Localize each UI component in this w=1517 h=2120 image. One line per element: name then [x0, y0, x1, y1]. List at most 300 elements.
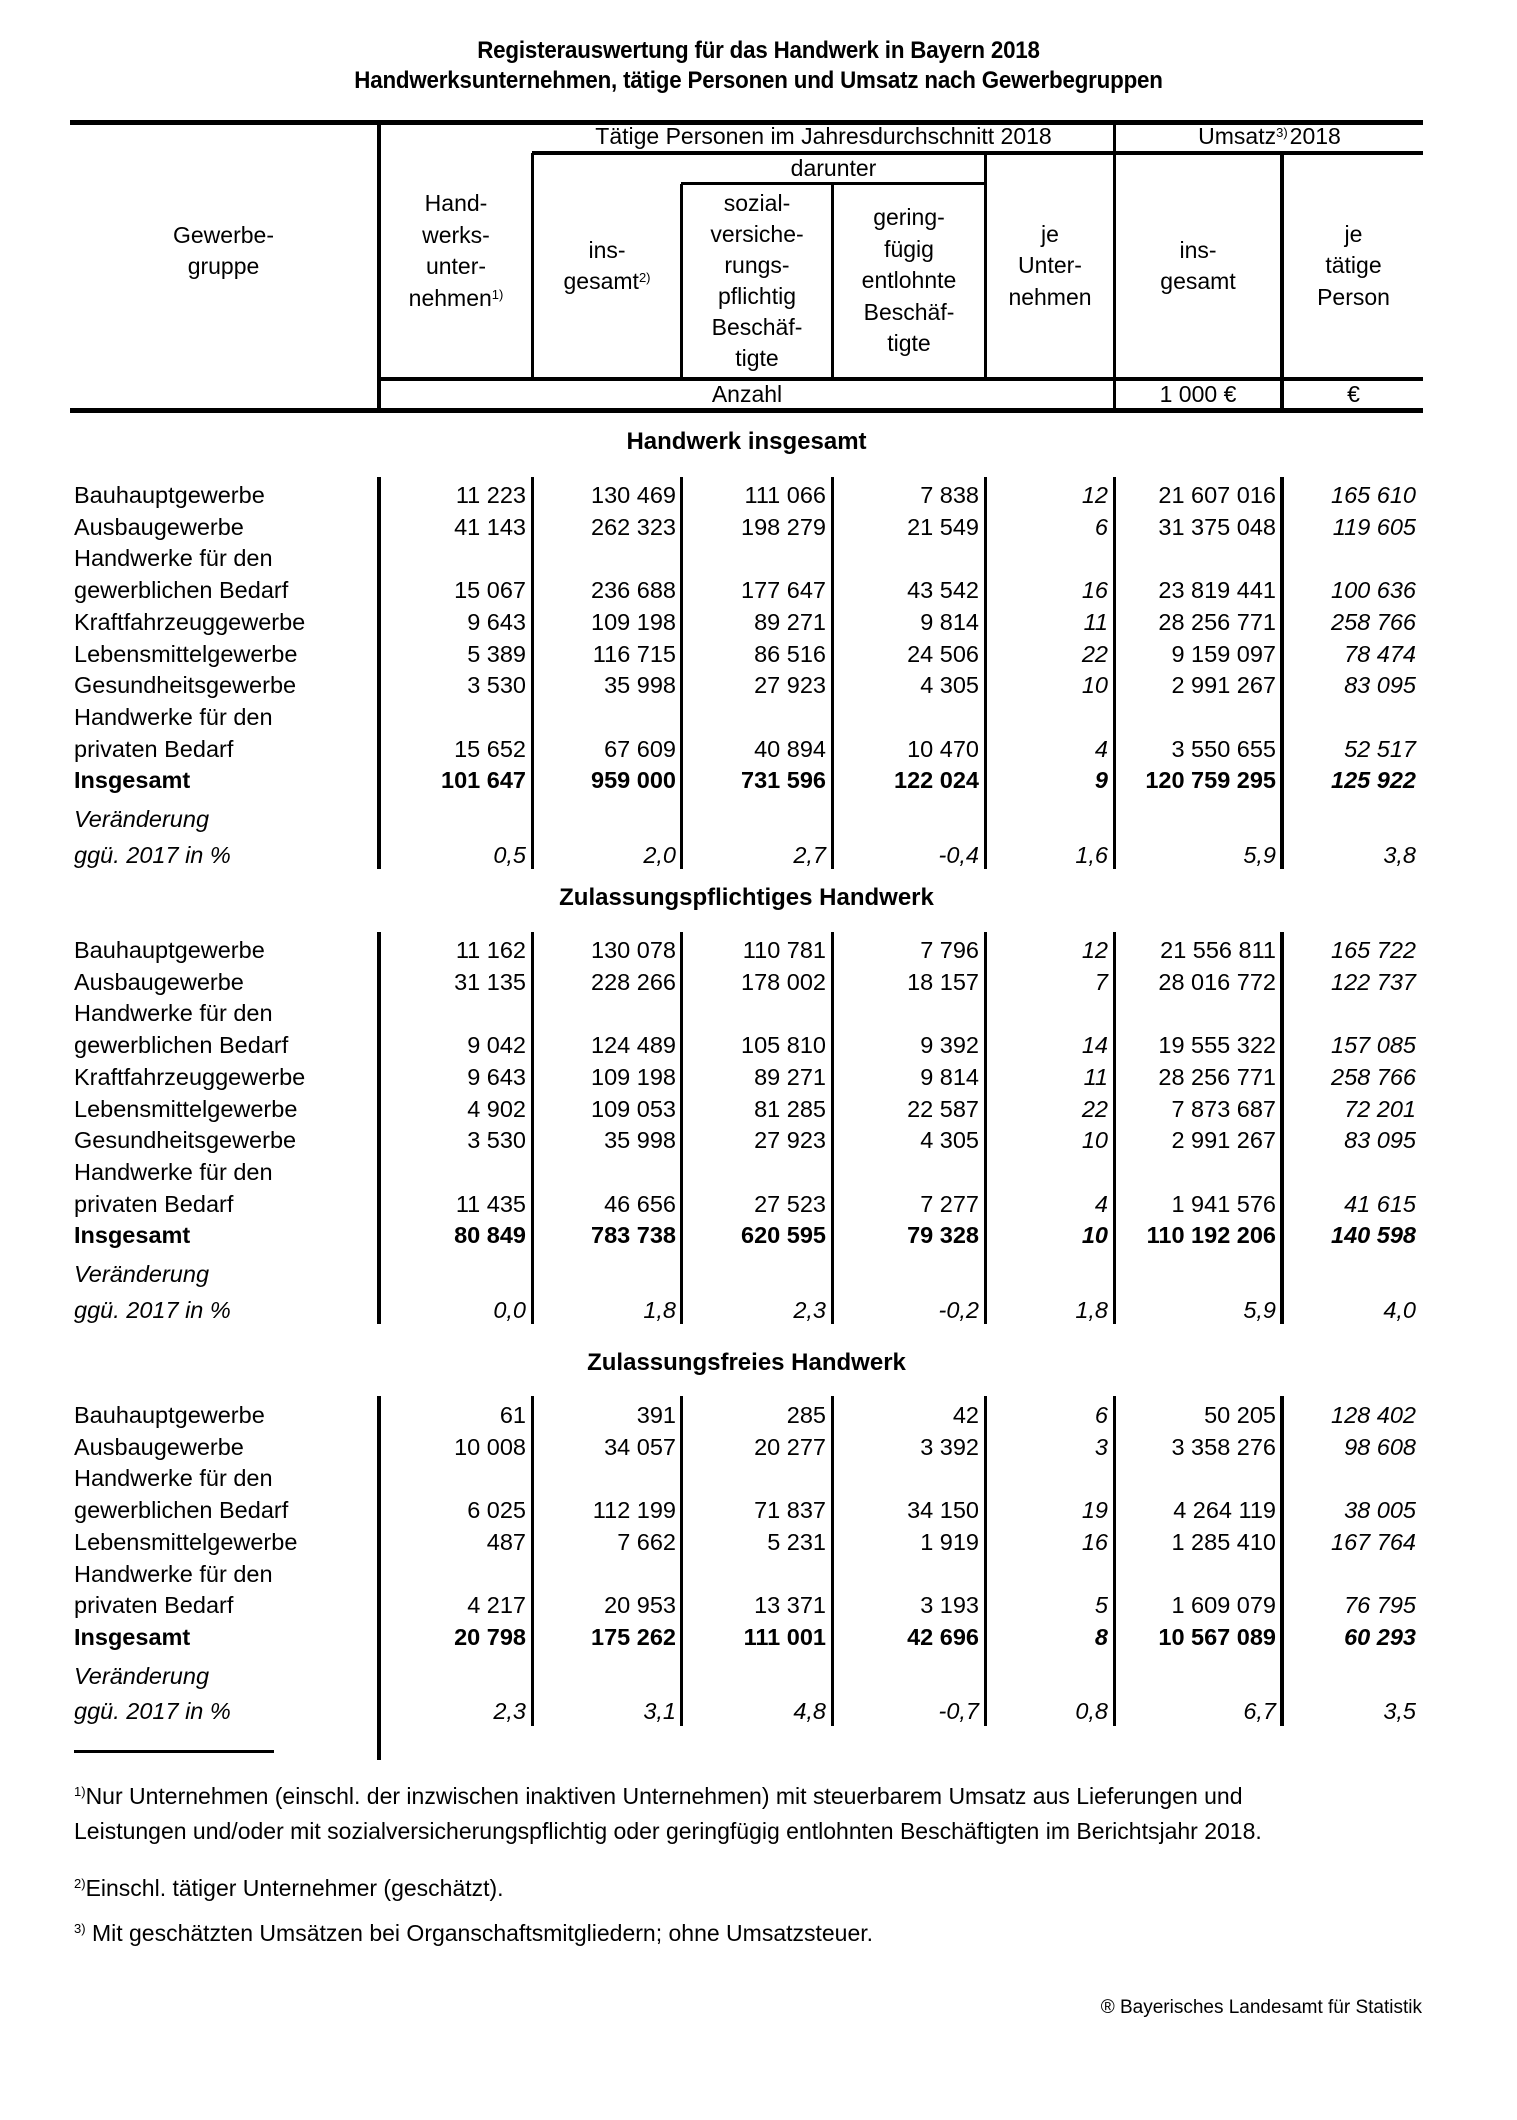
cell-value: 35 998 — [604, 1127, 676, 1154]
row-label: Ausbaugewerbe — [74, 1433, 244, 1460]
unit-anzahl: Anzahl — [711, 380, 783, 407]
cell-value: 620 595 — [741, 1222, 826, 1249]
table-row — [0, 1062, 1517, 1092]
cell-value: 16 — [1081, 1528, 1108, 1555]
cell-value: 2,7 — [793, 841, 826, 868]
column-divider — [377, 932, 381, 1324]
cell-value: 3 530 — [467, 672, 526, 699]
footnote-rule — [74, 1750, 274, 1753]
row-label: Handwerke für den — [74, 1000, 273, 1027]
table-row — [0, 1432, 1517, 1462]
cell-value: 11 435 — [455, 1190, 526, 1217]
column-divider — [1280, 477, 1284, 869]
cell-value: 783 738 — [591, 1222, 676, 1249]
document-title: Registerauswertung für das Handwerk in Bayern 2018 — [477, 37, 1040, 64]
cell-value: 89 271 — [754, 608, 826, 635]
cell-value: 3 392 — [920, 1433, 979, 1460]
row-label: ggü. 2017 in % — [74, 1698, 231, 1725]
table-row — [0, 1590, 1517, 1620]
cell-value: 8 — [1094, 1623, 1108, 1650]
cell-value: 34 150 — [907, 1497, 979, 1524]
footnote-1-line-2: Leistungen und/oder mit sozialversicherungspflichtig oder geringfügig entlohnten Beschäftigten im Berichtsjahr 2018. — [74, 1818, 1262, 1844]
row-label: Handwerke für den — [74, 545, 273, 572]
cell-value: 7 838 — [920, 482, 979, 508]
table-row — [0, 575, 1517, 605]
table-row — [0, 480, 1517, 510]
cell-value: 2,3 — [793, 1296, 826, 1323]
footnote-1 — [74, 1781, 1243, 1811]
row-label: Insgesamt — [74, 1623, 191, 1650]
copyright: ® Bayerisches Landesamt für Statistik — [1100, 1997, 1422, 2018]
header-text: je — [1344, 220, 1363, 247]
cell-value: 9 042 — [467, 1032, 526, 1059]
header-text — [409, 283, 504, 315]
cell-value: 41 615 — [1344, 1190, 1416, 1217]
row-label: Bauhauptgewerbe — [74, 1402, 265, 1428]
cell-value: 101 647 — [441, 767, 526, 794]
cell-value: 731 596 — [741, 767, 826, 794]
header-insgesamt — [534, 155, 680, 377]
header-taetige-personen: Tätige Personen im Jahresdurchschnitt 2018 — [595, 123, 1052, 150]
cell-value: 12 — [1081, 937, 1108, 963]
column-divider — [831, 1396, 834, 1726]
cell-value: 120 759 295 — [1145, 767, 1276, 794]
cell-value: 5 231 — [767, 1528, 826, 1555]
header-je-person — [1284, 155, 1423, 377]
cell-value: 9 643 — [467, 608, 526, 635]
cell-value: 71 837 — [754, 1497, 826, 1524]
change-row-label-line — [0, 1661, 1517, 1691]
cell-value: 109 198 — [591, 1063, 676, 1090]
change-row — [0, 840, 1517, 870]
cell-value: 35 998 — [604, 672, 676, 699]
header-umsatz — [1116, 123, 1423, 151]
cell-value: 10 470 — [907, 735, 979, 762]
cell-value: 2,3 — [493, 1698, 526, 1725]
cell-value: 72 201 — [1344, 1095, 1416, 1122]
cell-value: 0,5 — [493, 841, 526, 868]
cell-value: 31 375 048 — [1158, 513, 1276, 540]
header-text — [564, 266, 651, 298]
header-text: nehmen — [408, 284, 492, 311]
table-row-label-line — [0, 998, 1517, 1028]
cell-value: 20 277 — [754, 1433, 826, 1460]
cell-value: 23 819 441 — [1158, 577, 1276, 604]
row-label: Veränderung — [74, 1261, 210, 1287]
header-text: ins- — [1179, 236, 1217, 263]
cell-value: 21 607 016 — [1158, 482, 1276, 508]
cell-value: 4 217 — [467, 1592, 526, 1619]
table-row — [0, 935, 1517, 965]
cell-value: 11 — [1083, 608, 1108, 635]
cell-value: 1 285 410 — [1171, 1528, 1276, 1555]
section-title: Zulassungspflichtiges Handwerk — [559, 884, 934, 911]
column-divider — [377, 1396, 381, 1760]
column-divider — [531, 932, 534, 1324]
cell-value: 34 057 — [604, 1433, 676, 1460]
cell-value: 391 — [636, 1402, 676, 1428]
cell-value: 1 919 — [920, 1528, 979, 1555]
header-text: fügig — [884, 235, 934, 262]
cell-value: 10 — [1081, 672, 1108, 699]
cell-value: 27 523 — [754, 1190, 826, 1217]
cell-value: 3 — [1094, 1433, 1108, 1460]
column-divider — [831, 932, 834, 1324]
footnote-3 — [74, 1918, 873, 1948]
cell-value: 10 008 — [454, 1433, 526, 1460]
cell-value: 7 796 — [920, 937, 979, 963]
column-divider — [1113, 932, 1116, 1324]
cell-value: 4 — [1094, 1190, 1108, 1217]
cell-value: 83 095 — [1344, 1127, 1416, 1154]
table-row — [0, 1094, 1517, 1124]
header-text: Unter- — [1018, 252, 1082, 279]
cell-value: 4 — [1094, 735, 1108, 762]
table-row — [0, 607, 1517, 637]
cell-value: 1,8 — [643, 1296, 676, 1323]
row-label: gewerblichen Bedarf — [74, 1497, 289, 1524]
cell-value: 122 024 — [894, 767, 979, 794]
cell-value: 20 953 — [604, 1592, 676, 1619]
cell-value: 6 025 — [467, 1497, 526, 1524]
cell-value: 20 798 — [454, 1623, 526, 1650]
cell-value: 89 271 — [754, 1063, 826, 1090]
cell-value: 198 279 — [741, 513, 826, 540]
change-row-label-line — [0, 1259, 1517, 1289]
cell-value: 128 402 — [1331, 1402, 1416, 1428]
header-je-unternehmen — [987, 155, 1113, 377]
header-text: tätige — [1325, 252, 1382, 279]
document-subtitle: Handwerksunternehmen, tätige Personen und Umsatz nach Gewerbegruppen — [354, 67, 1163, 94]
footnote-ref: 2) — [638, 270, 651, 285]
cell-value: 27 923 — [754, 672, 826, 699]
cell-value: 9 814 — [920, 1063, 979, 1090]
cell-value: 79 328 — [907, 1222, 979, 1249]
cell-value: 9 392 — [920, 1032, 979, 1059]
cell-value: 3,5 — [1383, 1698, 1416, 1725]
section-title: Handwerk insgesamt — [626, 428, 867, 455]
column-divider — [1113, 1396, 1116, 1726]
row-label: Handwerke für den — [74, 1158, 273, 1185]
cell-value: 78 474 — [1344, 640, 1416, 667]
cell-value: 67 609 — [604, 735, 676, 762]
cell-value: 258 766 — [1331, 1063, 1416, 1090]
header-text: gering- — [873, 204, 945, 231]
total-row — [0, 1622, 1517, 1652]
unit-eur: € — [1347, 380, 1360, 407]
row-label: privaten Bedarf — [74, 1190, 234, 1217]
cell-value: 6,7 — [1243, 1698, 1276, 1725]
cell-value: 112 199 — [592, 1497, 676, 1524]
cell-value: 175 262 — [591, 1623, 676, 1650]
header-text: ins- — [588, 236, 626, 263]
footnote-mark: 1) — [74, 1784, 86, 1799]
cell-value: 110 781 — [742, 937, 826, 963]
cell-value: 46 656 — [604, 1190, 676, 1217]
row-label: Handwerke für den — [74, 1465, 273, 1492]
row-label: Lebensmittelgewerbe — [74, 1095, 298, 1122]
cell-value: 109 198 — [591, 608, 676, 635]
table-row — [0, 639, 1517, 669]
table-row — [0, 1189, 1517, 1219]
cell-value: 4 902 — [467, 1095, 526, 1122]
column-divider — [984, 1396, 987, 1726]
row-label: Insgesamt — [74, 1222, 191, 1249]
cell-value: 111 001 — [743, 1623, 826, 1650]
cell-value: 28 256 771 — [1158, 1063, 1276, 1090]
row-label: Bauhauptgewerbe — [74, 937, 265, 963]
cell-value: 130 078 — [591, 937, 676, 963]
cell-value: 178 002 — [741, 968, 826, 995]
cell-value: 4 305 — [920, 1127, 979, 1154]
cell-value: 16 — [1081, 577, 1108, 604]
cell-value: 40 894 — [754, 735, 826, 762]
column-divider — [1280, 1396, 1284, 1726]
cell-value: 236 688 — [591, 577, 676, 604]
header-text: Beschäf- — [863, 298, 955, 325]
table-row-label-line — [0, 1463, 1517, 1493]
table-row — [0, 734, 1517, 764]
table-row — [0, 1125, 1517, 1155]
cell-value: 157 085 — [1331, 1032, 1416, 1059]
table-row-label-line — [0, 702, 1517, 732]
cell-value: 4 305 — [920, 672, 979, 699]
header-text: gesamt — [1160, 268, 1236, 294]
cell-value: 109 053 — [591, 1095, 676, 1122]
cell-value: 41 143 — [454, 513, 526, 540]
cell-value: 19 — [1081, 1497, 1108, 1524]
row-label: Ausbaugewerbe — [74, 513, 244, 540]
table-row-label-line — [0, 1157, 1517, 1187]
header-text: nehmen — [1008, 283, 1092, 310]
cell-value: -0,7 — [938, 1698, 979, 1725]
cell-value: 28 016 772 — [1158, 968, 1276, 995]
cell-value: 3 530 — [467, 1127, 526, 1154]
cell-value: 119 605 — [1332, 513, 1416, 540]
header-handwerksunternehmen — [381, 125, 531, 377]
cell-value: 130 469 — [591, 482, 676, 508]
cell-value: 28 256 771 — [1158, 608, 1276, 635]
cell-value: 3 358 276 — [1171, 1433, 1276, 1460]
table-row — [0, 967, 1517, 997]
cell-value: 98 608 — [1344, 1433, 1416, 1460]
cell-value: 86 516 — [754, 640, 826, 667]
cell-value: 10 — [1081, 1222, 1108, 1249]
change-row-label-line — [0, 804, 1517, 834]
cell-value: 1,6 — [1075, 841, 1108, 868]
header-text: Umsatz — [1198, 123, 1277, 150]
header-text: versiche- — [710, 221, 804, 247]
table-row — [0, 1030, 1517, 1060]
cell-value: 7 873 687 — [1171, 1095, 1276, 1122]
header-text: gesamt — [563, 268, 639, 294]
header-text: tigte — [887, 330, 931, 357]
header-text: rungs- — [724, 252, 790, 278]
column-divider — [680, 1396, 683, 1726]
cell-value: 5,9 — [1243, 1296, 1276, 1323]
row-label: Ausbaugewerbe — [74, 968, 244, 995]
header-text: je — [1041, 220, 1059, 247]
column-divider — [680, 477, 683, 869]
cell-value: 10 567 089 — [1158, 1623, 1276, 1650]
table-row-label-line — [0, 543, 1517, 573]
header-sozialversichert — [683, 185, 831, 377]
cell-value: 111 066 — [744, 482, 826, 508]
footnote-text: Mit geschätzten Umsätzen bei Organschaftsmitgliedern; ohne Umsatzsteuer. — [85, 1920, 874, 1946]
cell-value: 100 636 — [1331, 577, 1416, 604]
column-divider — [831, 477, 834, 869]
row-label: Bauhauptgewerbe — [74, 482, 265, 508]
column-divider — [377, 477, 381, 869]
cell-value: 165 722 — [1331, 937, 1416, 963]
cell-value: 5,9 — [1243, 841, 1276, 868]
cell-value: 9 — [1094, 767, 1108, 794]
cell-value: 43 542 — [907, 577, 979, 604]
cell-value: 140 598 — [1331, 1222, 1416, 1249]
cell-value: 0,8 — [1075, 1698, 1108, 1725]
column-divider — [984, 477, 987, 869]
cell-value: 959 000 — [591, 767, 676, 794]
footnote-ref: 3) — [1276, 125, 1288, 141]
cell-value: 124 489 — [591, 1032, 676, 1059]
cell-value: 125 922 — [1331, 767, 1416, 794]
cell-value: 80 849 — [454, 1222, 526, 1249]
header-text: Gewerbe- — [173, 221, 274, 248]
cell-value: 0,0 — [493, 1296, 526, 1323]
cell-value: 61 — [499, 1402, 526, 1428]
row-label: ggü. 2017 in % — [74, 841, 231, 868]
cell-value: 11 223 — [455, 482, 526, 508]
cell-value: 177 647 — [741, 577, 826, 604]
header-text: tigte — [735, 345, 779, 371]
cell-value: 21 556 811 — [1160, 937, 1276, 963]
cell-value: 81 285 — [754, 1095, 826, 1122]
header-geringfuegig — [834, 185, 984, 377]
cell-value: 42 696 — [907, 1623, 979, 1650]
cell-value: 5 — [1094, 1592, 1108, 1619]
header-text: gruppe — [187, 253, 260, 279]
header-text: entlohnte — [861, 267, 957, 294]
column-divider — [680, 932, 683, 1324]
row-label: Handwerke für den — [74, 1560, 273, 1587]
cell-value: 4 264 119 — [1173, 1497, 1276, 1524]
cell-value: 6 — [1094, 1402, 1108, 1428]
cell-value: 31 135 — [454, 968, 526, 995]
table-row — [0, 1527, 1517, 1557]
cell-value: 22 — [1081, 1095, 1108, 1122]
cell-value: 50 205 — [1204, 1402, 1276, 1428]
cell-value: 116 715 — [592, 640, 676, 667]
cell-value: 9 814 — [920, 608, 979, 635]
cell-value: 42 — [952, 1402, 979, 1428]
cell-value: 11 162 — [455, 937, 526, 963]
row-label: gewerblichen Bedarf — [74, 1032, 289, 1059]
change-row — [0, 1295, 1517, 1325]
cell-value: 258 766 — [1331, 608, 1416, 635]
column-divider — [531, 1396, 534, 1726]
unit-tsd-eur: 1 000 € — [1159, 380, 1237, 407]
row-label: Lebensmittelgewerbe — [74, 1528, 298, 1555]
cell-value: 7 — [1094, 968, 1108, 995]
row-label: Veränderung — [74, 1662, 210, 1689]
row-label: Veränderung — [74, 806, 210, 832]
cell-value: -0,2 — [938, 1296, 979, 1323]
cell-value: 2,0 — [643, 841, 676, 868]
cell-value: 262 323 — [591, 513, 676, 540]
header-text: Beschäf- — [711, 314, 803, 340]
cell-value: 4,0 — [1383, 1296, 1416, 1323]
header-text: unter- — [425, 253, 487, 279]
header-text: sozial- — [723, 190, 791, 216]
cell-value: 3,8 — [1383, 841, 1416, 868]
cell-value: 165 610 — [1331, 482, 1416, 508]
footnote-mark: 3) — [74, 1921, 86, 1936]
cell-value: 6 — [1094, 513, 1108, 540]
cell-value: 52 517 — [1344, 735, 1416, 762]
cell-value: 24 506 — [907, 640, 979, 667]
column-divider — [531, 477, 534, 869]
cell-value: 9 643 — [467, 1063, 526, 1090]
cell-value: 13 371 — [754, 1592, 826, 1619]
cell-value: 2 991 267 — [1171, 1127, 1276, 1154]
header-text: Person — [1317, 283, 1390, 310]
row-label: Lebensmittelgewerbe — [74, 640, 298, 667]
row-label: Handwerke für den — [74, 703, 273, 730]
cell-value: 4,8 — [793, 1698, 826, 1725]
cell-value: 76 795 — [1344, 1592, 1416, 1619]
footnote-text: Nur Unternehmen (einschl. der inzwischen inaktiven Unternehmen) mit steuerbarem Umsatz aus Lieferungen und — [85, 1783, 1243, 1809]
column-divider — [1280, 932, 1284, 1324]
cell-value: 18 157 — [907, 968, 979, 995]
row-label: Insgesamt — [74, 767, 191, 794]
row-label: Kraftfahrzeuggewerbe — [74, 608, 306, 635]
header-text: 2018 — [1289, 123, 1341, 150]
cell-value: 3 193 — [920, 1592, 979, 1619]
cell-value: 1,8 — [1075, 1296, 1108, 1323]
header-darunter: darunter — [790, 154, 877, 181]
table-row — [0, 1495, 1517, 1525]
cell-value: 83 095 — [1344, 672, 1416, 699]
cell-value: 15 652 — [454, 735, 526, 762]
total-row — [0, 765, 1517, 795]
cell-value: 19 555 322 — [1158, 1032, 1276, 1059]
cell-value: 21 549 — [907, 513, 979, 540]
cell-value: 10 — [1081, 1127, 1108, 1154]
table-row-label-line — [0, 1559, 1517, 1589]
cell-value: -0,4 — [938, 841, 979, 868]
row-label: Gesundheitsgewerbe — [74, 672, 297, 699]
column-divider — [1113, 477, 1116, 869]
cell-value: 22 — [1081, 640, 1108, 667]
cell-value: 167 764 — [1331, 1528, 1416, 1555]
change-row — [0, 1696, 1517, 1726]
table-row — [0, 670, 1517, 700]
row-label: privaten Bedarf — [74, 1592, 234, 1619]
cell-value: 1 609 079 — [1171, 1592, 1276, 1619]
cell-value: 12 — [1081, 482, 1108, 508]
table-row — [0, 512, 1517, 542]
footnote-mark: 2) — [74, 1876, 86, 1891]
column-divider — [984, 932, 987, 1324]
cell-value: 105 810 — [741, 1032, 826, 1059]
row-label: privaten Bedarf — [74, 735, 234, 762]
cell-value: 38 005 — [1344, 1497, 1416, 1524]
cell-value: 27 923 — [754, 1127, 826, 1154]
cell-value: 110 192 206 — [1146, 1222, 1276, 1249]
row-label: Kraftfahrzeuggewerbe — [74, 1063, 306, 1090]
footnote-2 — [74, 1873, 504, 1903]
cell-value: 9 159 097 — [1171, 640, 1276, 667]
